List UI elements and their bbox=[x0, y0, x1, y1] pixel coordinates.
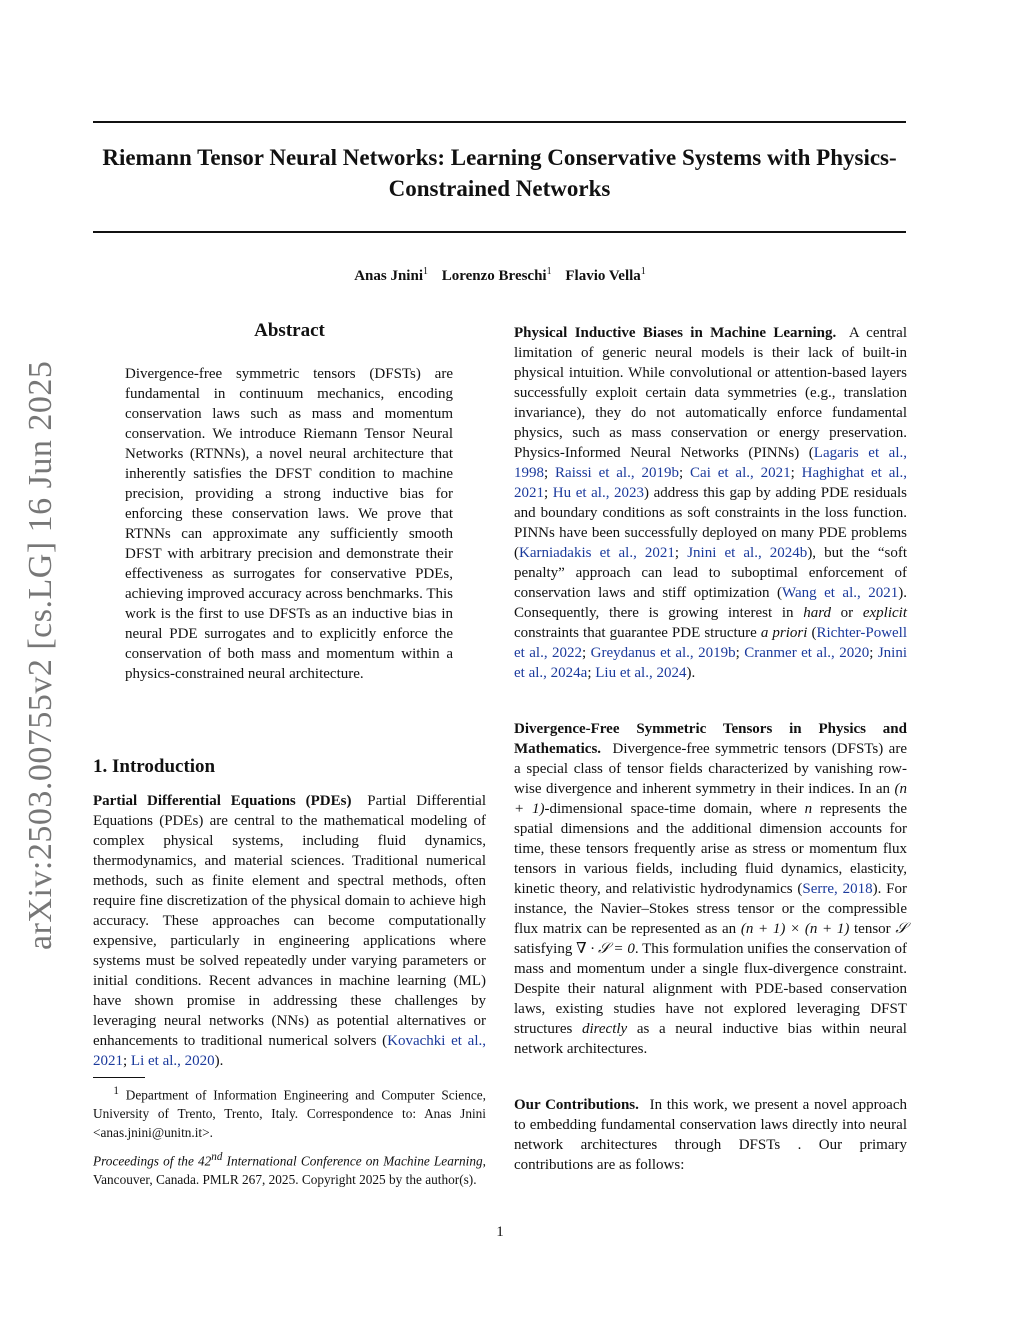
math-expression: 𝒮 bbox=[895, 921, 907, 937]
citation-link[interactable]: Lagaris et al., 1998 bbox=[514, 445, 907, 481]
author: Anas Jnini$^1$ bbox=[354, 266, 428, 284]
footnote-rule bbox=[93, 1077, 145, 1078]
citation-link[interactable]: Kovachki et al., 2021 bbox=[93, 1033, 486, 1069]
author-list bbox=[0, 266, 1000, 285]
paragraph-heading: Divergence-Free Symmetric Tensors in Physics and Mathematics. bbox=[514, 721, 907, 757]
abstract-text: Divergence-free symmetric tensors (DFSTs) are fundamental in continuum mechanics, encoding conservation laws such as mass and momentum conservation. We introduce Riemann Tensor Neural Networks (RTNNs), a novel neural architecture that inherently satisfies the DFST condition to machine precision, providing a strong inductive bias for enforcing these conservation laws. We prove that RTNNs can approximate any sufficiently smooth DFST with arbitrary precision and demonstrate their effectiveness as surrogates for conservative PDEs, achieving improved accuracy across benchmarks. This work is the first to use DFSTs as an inductive bias in neural PDE surrogates and to explicitly enforce the conservation of both mass and momentum within a physics-constrained neural architecture. bbox=[125, 366, 453, 682]
citation-link[interactable]: Cranmer et al., 2020 bbox=[744, 645, 870, 661]
proceedings-note: Proceedings of the 42nd International Conference on Machine Learning, Vancouver, Canada. PMLR 267, 2025. Copyright 2025 by the author(s). bbox=[93, 1151, 486, 1188]
author: Lorenzo Breschi$^1$ bbox=[441, 266, 552, 284]
footnote: $^1$ Department of Information Engineering and Computer Science, University of Trento, Trento, Italy. Correspondence to: Anas Jnini <anas.jnini@unitn.it>. bbox=[93, 1085, 486, 1141]
citation-link[interactable]: Raissi et al., 2019b bbox=[555, 465, 679, 481]
paper-title: Riemann Tensor Neural Networks: Learning Conservative Systems with Physics-Constrained Networks bbox=[102, 145, 897, 201]
citation-link[interactable]: Karniadakis et al., 2021 bbox=[519, 545, 675, 561]
paragraph-contributions: Our Contributions. In this work, we present a novel approach to embedding fundamental conservation laws directly into neural network architectures through DFSTs . Our primary contributions are as follows: bbox=[514, 1097, 907, 1173]
title-rule-top bbox=[93, 121, 906, 123]
citation-link[interactable]: Richter-Powell et al., 2022 bbox=[514, 625, 908, 661]
paragraph-heading: Partial Differential Equations (PDEs) bbox=[93, 793, 352, 809]
section-heading-introduction: 1. Introduction bbox=[93, 756, 216, 777]
paragraph-inductive-biases: Physical Inductive Biases in Machine Learning. A central limitation of generic neural models is their lack of built-in physical intuition. While convolutional or attention-based layers successfully exploit certain data symmetries (e.g., translation invariance), they do not automatically enforce fundamental physics, such as mass conservation or energy preservation. Physics-Informed Neural Networks (PINNs) (Lagaris et al., 1998; Raissi et al., 2019b; Cai et al., 2021; Haghighat et al., 2021; Hu et al., 2023) address this gap by adding PDE residuals and boundary conditions as soft constraints in the loss function. PINNs have been successfully deployed on many PDE problems (Karniadakis et al., 2021; Jnini et al., 2024b), but the “soft penalty” approach can lead to suboptimal enforcement of conservation laws and stiff optimization (Wang et al., 2021). Consequently, there is growing interest in hard or explicit constraints that guarantee PDE structure a priori (Richter-Powell et al., 2022; Greydanus et al., 2019b; Cranmer et al., 2020; Jnini et al., 2024a; Liu et al., 2024). bbox=[514, 325, 908, 681]
math-expression: (n + 1) bbox=[514, 781, 907, 817]
citation-link[interactable]: Wang et al., 2021 bbox=[781, 585, 899, 601]
math-expression: ∇ · 𝒮 = 0 bbox=[576, 941, 635, 957]
math-expression: (n + 1) × (n + 1) bbox=[740, 921, 850, 937]
citation-link[interactable]: Li et al., 2020 bbox=[130, 1053, 215, 1069]
paragraph-dfst: Divergence-Free Symmetric Tensors in Physics and Mathematics. Divergence-free symmetric tensors (DFSTs) are a special class of tensor fields characterized by vanishing row-wise divergence and inherent symmetry in their indices. In an (n + 1)-dimensional space-time domain, where n represents the spatial dimensions and the additional dimension accounts for time, these tensors frequently arise as stress or momentum flux tensors in various fields, including fluid dynamics, elasticity, kinetic theory, and relativistic hydrodynamics (Serre, 2018). For instance, the Navier–Stokes stress tensor or the compressible flux matrix can be represented as an (n + 1) × (n + 1) tensor 𝒮 satisfying ∇ · 𝒮 = 0. This formulation unifies the conservation of mass and momentum under a single flux-divergence constraint. Despite their natural alignment with PDE-based conservation laws, existing studies have not explored leveraging DFST structures directly as a neural inductive bias within neural network architectures. bbox=[514, 721, 907, 1057]
citation-link[interactable]: Cai et al., 2021 bbox=[690, 465, 791, 481]
author: Flavio Vella$^1$ bbox=[565, 266, 646, 284]
citation-link[interactable]: Jnini et al., 2024a bbox=[514, 645, 907, 681]
citation-link[interactable]: Haghighat et al., 2021 bbox=[514, 465, 908, 501]
intro-paragraph: Partial Differential Equations (PDEs) Partial Differential Equations (PDEs) are central to the mathematical modeling of complex physical systems, including fluid dynamics, thermodynamics, and material sciences. Traditional numerical methods, such as finite element and spectral methods, often require fine discretization of the physical domain to achieve high accuracy. These approaches can become computationally expensive, particularly in engineering applications where systems must be solved repeatedly under varying parameters or initial conditions. Recent advances in machine learning (ML) have shown promise in addressing these challenges by leveraging neural networks (NNs) as potential alternatives or enhancements to traditional numerical solvers (Kovachki et al., 2021; Li et al., 2020). bbox=[93, 793, 486, 1069]
abstract-heading: Abstract bbox=[254, 320, 325, 341]
arxiv-stamp: arXiv:2503.00755v2 [cs.LG] 16 Jun 2025 bbox=[22, 360, 59, 950]
citation-link[interactable]: Greydanus et al., 2019b bbox=[590, 645, 736, 661]
page-number: 1 bbox=[496, 1224, 504, 1240]
citation-link[interactable]: Hu et al., 2023 bbox=[552, 485, 645, 501]
paragraph-heading: Physical Inductive Biases in Machine Learning. bbox=[514, 325, 837, 341]
math-expression: n bbox=[804, 801, 813, 817]
paragraph-heading: Our Contributions. bbox=[514, 1097, 639, 1113]
citation-link[interactable]: Serre, 2018 bbox=[802, 881, 873, 897]
citation-link[interactable]: Jnini et al., 2024b bbox=[687, 545, 808, 561]
title-rule-bottom bbox=[93, 231, 906, 233]
citation-link[interactable]: Liu et al., 2024 bbox=[595, 665, 687, 681]
right-column bbox=[514, 323, 907, 1211]
